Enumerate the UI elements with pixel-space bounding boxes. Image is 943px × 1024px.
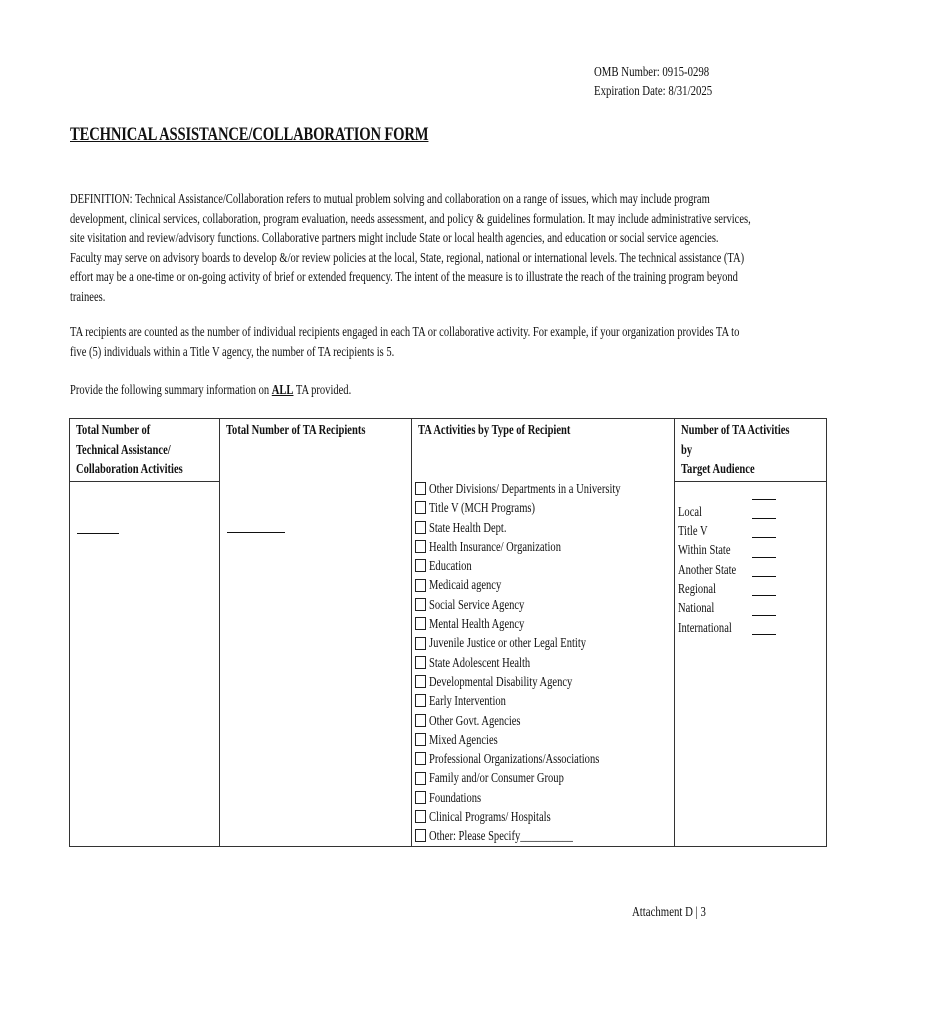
- recipient-type-label: Medicaid agency: [428, 577, 501, 593]
- recipient-type-label: Mental Health Agency: [428, 616, 524, 632]
- recipient-type-checkbox[interactable]: [415, 675, 426, 688]
- definition-line: effort may be a one-time or on-going activity of brief or extended frequency. The intent of the measure is to illustrate the reach of the training program beyond: [70, 269, 738, 284]
- table-body-row: [70, 481, 827, 846]
- table-header-row: [70, 419, 827, 482]
- recipient-type-checkbox[interactable]: [415, 656, 426, 669]
- recipient-type-item: [412, 537, 675, 556]
- provide-emphasis: ALL: [271, 382, 294, 397]
- total-recipients-cell: [219, 481, 411, 846]
- form-title: TECHNICAL ASSISTANCE/COLLABORATION FORM: [70, 124, 429, 145]
- recipient-type-item: [412, 691, 675, 710]
- recipient-type-item: [412, 768, 675, 787]
- recipient-type-checkbox[interactable]: [415, 791, 426, 804]
- recipient-type-item: [412, 556, 675, 575]
- definition-paragraph: [70, 189, 943, 306]
- expiration-date: Expiration Date: 8/31/2025: [594, 83, 713, 98]
- recipient-type-item: [412, 672, 675, 691]
- recipient-type-item: [412, 653, 675, 672]
- recipient-type-label: Foundations: [428, 789, 481, 805]
- recipient-type-list: [412, 479, 675, 846]
- recipient-type-label: Health Insurance/ Organization: [428, 538, 561, 554]
- recipient-type-label: Early Intervention: [428, 693, 506, 709]
- target-audience-count-field[interactable]: [752, 499, 776, 500]
- recipient-type-item: [412, 575, 675, 594]
- target-audience-count-field[interactable]: [752, 634, 776, 635]
- recipient-type-label: State Health Dept.: [428, 519, 507, 535]
- recipient-type-label: Family and/or Consumer Group: [428, 770, 564, 786]
- definition-line: Faculty may serve on advisory boards to develop &/or review policies at the local, State, regional, national or international levels. The technical assistance (TA): [70, 249, 745, 265]
- recipient-type-checkbox[interactable]: [415, 733, 426, 746]
- recipient-type-checkbox[interactable]: [415, 752, 426, 765]
- target-audience-count-field[interactable]: [752, 518, 776, 519]
- target-audience-count-field[interactable]: [752, 615, 776, 616]
- provide-text-end: TA provided.: [293, 382, 352, 397]
- omb-number: OMB Number: 0915-0298: [594, 64, 710, 79]
- recipients-line: five (5) individuals within a Title V agency, the number of TA recipients is 5.: [70, 343, 395, 359]
- target-audience-item: [675, 483, 826, 502]
- col-header-target-audience: Number of TA Activities by Target Audience: [675, 419, 827, 482]
- recipient-type-label: Other: Please Specify__________: [428, 828, 573, 844]
- recipient-type-checkbox[interactable]: [415, 829, 426, 842]
- recipient-types-cell: [411, 481, 675, 846]
- target-audience-label: International: [678, 619, 733, 635]
- recipient-type-item: [412, 749, 675, 768]
- recipient-type-checkbox[interactable]: [415, 521, 426, 534]
- definition-line: site visitation and review/advisory functions. Collaborative partners might include State or local health agencies, and education or social service agencies.: [70, 230, 719, 245]
- recipient-type-checkbox[interactable]: [415, 617, 426, 630]
- recipient-type-label: Developmental Disability Agency: [428, 673, 572, 689]
- recipient-type-checkbox[interactable]: [415, 694, 426, 707]
- recipient-type-checkbox[interactable]: [415, 579, 426, 592]
- definition-line: DEFINITION: Technical Assistance/Collaboration refers to mutual problem solving and collaboration on a range of issues, which may include program: [70, 191, 710, 206]
- recipient-type-checkbox[interactable]: [415, 714, 426, 727]
- page-footer: Attachment D | 3: [632, 904, 706, 919]
- recipients-paragraph: [70, 322, 928, 361]
- target-audience-label: Regional: [678, 580, 717, 596]
- recipient-type-item: [412, 807, 675, 826]
- recipient-type-item: [412, 479, 675, 498]
- target-audience-item: [675, 502, 826, 521]
- definition-line: development, clinical services, collaboration, program evaluation, needs assessment, and policy & guidelines formulation. It may include administrative services,: [70, 210, 751, 226]
- recipient-type-item: [412, 730, 675, 749]
- target-audience-count-field[interactable]: [752, 537, 776, 538]
- target-audience-label: Title V: [678, 523, 708, 539]
- recipient-type-label: Other Divisions/ Departments in a University: [428, 481, 621, 496]
- target-audience-item: [675, 540, 826, 559]
- recipient-type-item: [412, 711, 675, 730]
- recipient-type-checkbox[interactable]: [415, 501, 426, 514]
- recipient-type-item: [412, 826, 675, 845]
- target-audience-item: [675, 598, 826, 617]
- recipient-type-checkbox[interactable]: [415, 598, 426, 611]
- target-audience-item: [675, 560, 826, 579]
- target-audience-count-field[interactable]: [752, 576, 776, 577]
- target-audience-label: Within State: [678, 542, 731, 558]
- recipient-type-checkbox[interactable]: [415, 559, 426, 572]
- recipient-type-label: Education: [428, 558, 472, 574]
- recipient-type-checkbox[interactable]: [415, 482, 426, 495]
- provide-text: Provide the following summary information on: [70, 382, 272, 397]
- recipients-line: TA recipients are counted as the number of individual recipients engaged in each TA or collaborative activity. For example, if your organization provides TA to: [70, 324, 740, 339]
- target-audience-item: [675, 618, 826, 637]
- recipient-type-item: [412, 614, 675, 633]
- target-audience-count-field[interactable]: [752, 595, 776, 596]
- recipient-type-checkbox[interactable]: [415, 772, 426, 785]
- recipient-type-label: Clinical Programs/ Hospitals: [428, 809, 551, 825]
- recipient-type-label: Juvenile Justice or other Legal Entity: [428, 635, 586, 651]
- total-activities-cell: [70, 481, 220, 846]
- target-audience-label: Local: [678, 503, 703, 519]
- recipient-type-item: [412, 633, 675, 652]
- provide-instruction: [70, 380, 431, 400]
- ta-summary-table: [69, 418, 827, 847]
- target-audience-label: Another State: [678, 561, 737, 577]
- recipient-type-item: [412, 498, 675, 517]
- recipient-type-label: Professional Organizations/Associations: [428, 751, 599, 767]
- definition-line: trainees.: [70, 288, 106, 304]
- total-activities-field[interactable]: [77, 533, 119, 534]
- target-audience-label: National: [678, 600, 715, 616]
- omb-info: [594, 62, 754, 100]
- recipient-type-label: Other Govt. Agencies: [428, 712, 521, 728]
- recipient-type-label: Title V (MCH Programs): [428, 500, 535, 516]
- target-audience-cell: [675, 481, 827, 846]
- target-audience-list: [675, 483, 826, 637]
- target-audience-item: [675, 521, 826, 540]
- col-header-activities-by-type: TA Activities by Type of Recipient: [411, 419, 675, 482]
- recipient-type-item: [412, 788, 675, 807]
- recipient-type-item: [412, 595, 675, 614]
- target-audience-item: [675, 579, 826, 598]
- recipient-type-label: Social Service Agency: [428, 596, 524, 612]
- total-recipients-field[interactable]: [227, 532, 285, 533]
- recipient-type-checkbox[interactable]: [415, 637, 426, 650]
- recipient-type-item: [412, 518, 675, 537]
- recipient-type-label: Mixed Agencies: [428, 731, 498, 747]
- target-audience-count-field[interactable]: [752, 557, 776, 558]
- col-header-total-recipients: Total Number of TA Recipients: [219, 419, 411, 482]
- col-header-total-activities: Total Number of Technical Assistance/ Collaboration Activities: [70, 419, 220, 482]
- recipient-type-checkbox[interactable]: [415, 540, 426, 553]
- recipient-type-checkbox[interactable]: [415, 810, 426, 823]
- recipient-type-label: State Adolescent Health: [428, 654, 530, 670]
